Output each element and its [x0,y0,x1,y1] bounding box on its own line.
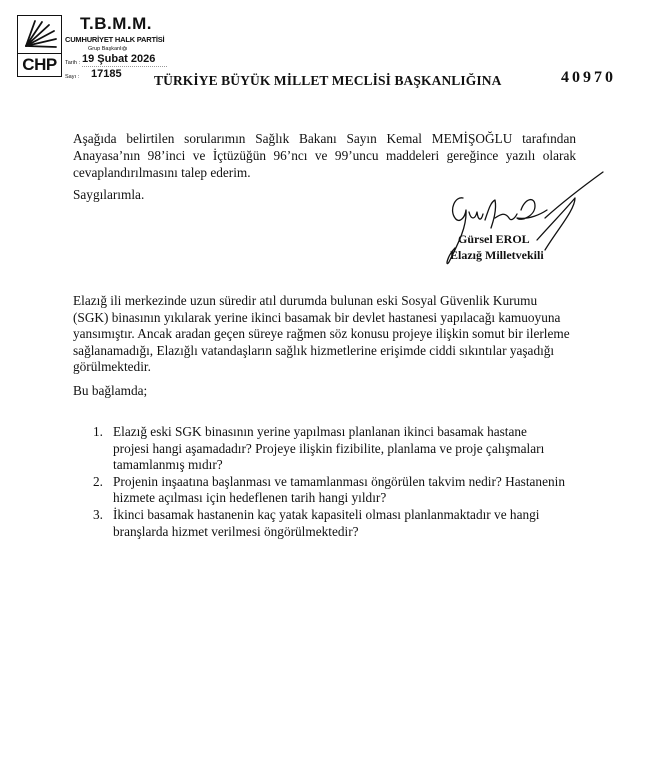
question-item [93,474,593,507]
question-number: 3. [93,506,103,522]
question-number: 1. [93,424,103,439]
body-line: yansımıştır. Ancak aradan geçen süreye rağmen söz konusu projeye ilişkin somut bir ilerleme [73,326,570,342]
question-item [93,424,593,474]
intro-line: Anayasa’nın 98’inci ve İçtüzüğün 96’ncı ve 99’uncu maddeleri gereğince yazılı olarak [73,148,576,163]
intro-line: cevaplandırılmasını talep ederim. [73,165,251,180]
chp-logo-text: CHP [18,53,61,76]
body-line: (SGK) binasının yıkılarak yerine ikinci basamak bir devlet hastanesi yapılacağı kamuoyuna [73,309,561,325]
body-line: görülmektedir. [73,359,151,375]
question-number: 2. [93,473,103,489]
institution-name: T.B.M.M. [80,14,152,33]
addressee-title: TÜRKİYE BÜYÜK MİLLET MECLİSİ BAŞKANLIĞINA [154,73,502,88]
question-line: Projenin inşaatına başlanması ve tamamlanması öngörülen takvim nedir? Hastanenin [113,473,565,489]
group-office: Grup Başkanlığı [88,46,128,52]
question-line: projesi hangi aşamadadır? Projeye ilişkin fizibilite, planlama ve proje çalışmaları [113,440,545,456]
body-paragraph [73,293,593,376]
body-line: Elazığ ili merkezinde uzun süredir atıl durumda bulunan eski Sosyal Güvenlik Kurumu [73,293,538,308]
intro-line: Aşağıda belirtilen sorularımın Sağlık Bakanı Sayın Kemal MEMİŞOĞLU tarafından [73,131,576,146]
party-name: CUMHURİYET HALK PARTİSİ [65,35,165,44]
signatory-title: Elazığ Milletvekili [450,248,544,262]
closing-text: Saygılarımla. [73,187,145,202]
question-line: hizmete açılması için hedeflenen tarih hangi yıldır? [113,490,387,506]
signatory-name: Gürsel EROL [458,232,530,246]
question-line: tamamlanmış mıdır? [113,457,223,473]
chp-logo [17,15,62,77]
question-line: branşlarda hizmet verilmesi öngörülmektedir? [113,523,359,539]
registry-number: 40970 [561,69,616,86]
date-value: 19 Şubat 2026 [82,53,156,65]
chp-six-arrows-icon [18,16,60,53]
questions-list [93,424,593,540]
question-line: Elazığ eski SGK binasının yerine yapılması planlanan ikinci basamak hastane [113,424,527,439]
date-label: Tarih : [65,60,80,66]
questions-intro: Bu bağlamda; [73,383,148,398]
date-underline [82,66,167,67]
question-item [93,507,593,540]
question-line: İkinci basamak hastanenin kaç yatak kapasiteli olması planlanmaktadır ve hangi [113,506,540,522]
number-label: Sayı : [65,74,80,80]
number-value: 17185 [91,68,122,80]
body-line: sağlanamadığı, Elazığlı vatandaşların sağlık hizmetlerine erişimde ciddi sıkıntılar yaşadığı [73,342,555,358]
